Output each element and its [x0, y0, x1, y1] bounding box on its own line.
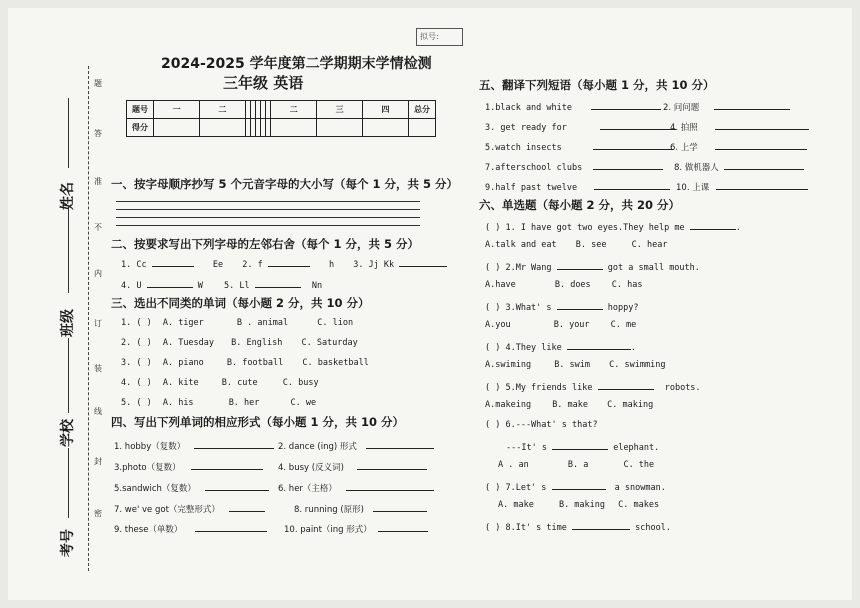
seal-char: 订 [94, 319, 102, 328]
letter-item: Nn [311, 281, 323, 291]
option: B. swim [554, 360, 591, 370]
section5-item [674, 160, 804, 173]
word-prompt: 10. paint（ing 形式） [284, 525, 372, 535]
option-c: C. basketball [302, 358, 369, 368]
option: C. makes [618, 500, 660, 510]
option-c: C. lion [317, 318, 354, 328]
option: C. swimming [609, 360, 666, 370]
answer-blank[interactable] [724, 160, 804, 170]
option: B. does [554, 280, 591, 290]
letter-item: 4. U [121, 281, 142, 291]
answer-blank[interactable] [205, 481, 269, 491]
question-text: robots. [664, 383, 701, 393]
section5-item [670, 140, 807, 153]
option: A.swiming [485, 360, 532, 370]
seal-char: 题 [94, 79, 102, 88]
question-text: got a small mouth. [607, 263, 700, 273]
exam-subtitle: 三年级 英语 [223, 74, 304, 92]
question-text: ( ) 3.What' s [485, 303, 552, 313]
question-6-options [498, 460, 654, 470]
section4-item [278, 481, 434, 494]
exam-title: 2024-2025 学年度第二学期期末学情检测 [161, 56, 432, 72]
letter-item: W [197, 281, 203, 291]
section4-item [284, 522, 428, 535]
word-prompt: 7. we' ve got（完整形式） [114, 505, 220, 515]
answer-blank[interactable] [594, 180, 670, 190]
question-text: ( ) 7.Let' s [485, 483, 547, 493]
word-prompt: 2. dance (ing) 形式 [278, 442, 357, 452]
section5-item [485, 120, 676, 133]
question-7 [485, 480, 666, 493]
score-table [126, 100, 436, 137]
phrase-prompt: 4. 拍照 [670, 123, 698, 133]
binding-dashed-line [88, 66, 89, 571]
letter-item: 2. f [242, 260, 263, 270]
item-number: 2. ( ) [121, 338, 152, 348]
section5-item [676, 180, 808, 193]
section4-item [114, 522, 267, 535]
option: C. the [623, 460, 655, 470]
option: B. a [567, 460, 589, 470]
question-1-options [485, 240, 667, 250]
section5-item [485, 140, 673, 153]
seal-char: 密 [94, 509, 102, 518]
question-text: hoppy? [607, 303, 639, 313]
answer-blank[interactable] [152, 257, 194, 267]
binding-underline-xuexiao [68, 338, 69, 413]
answer-blank[interactable] [557, 260, 603, 270]
answer-blank[interactable] [690, 220, 736, 230]
option-b: B. English [231, 338, 283, 348]
seal-char: 不 [94, 223, 102, 232]
score-input-cell[interactable] [409, 119, 436, 137]
score-cell: 得分 [127, 119, 154, 137]
item-number: 1. ( ) [121, 318, 152, 328]
answer-blank[interactable] [567, 340, 631, 350]
question-text: a snowman. [614, 483, 666, 493]
section2-title: 二、按要求写出下列字母的左邻右舍（每个 1 分，共 5 分） [111, 237, 420, 251]
question-text: school. [635, 523, 671, 533]
question-text: ( ) 4.They like [485, 343, 562, 353]
section5-item [663, 100, 790, 113]
phrase-prompt: 7.afterschool clubs [485, 163, 583, 173]
question-7-options [498, 500, 659, 510]
phrase-prompt: 1.black and white [485, 103, 572, 113]
answer-blank[interactable] [600, 120, 676, 130]
question-4-options [485, 360, 665, 370]
answer-blank[interactable] [195, 522, 267, 532]
option: C. me [610, 320, 637, 330]
option-c: C. we [290, 398, 317, 408]
option-a: A. kite [162, 378, 199, 388]
option-b: B. cute [221, 378, 258, 388]
section4-title: 四、写出下列单词的相应形式（每小题 1 分，共 10 分） [111, 415, 405, 429]
option: A.makeing [485, 400, 532, 410]
section2-row2 [121, 278, 322, 291]
answer-blank[interactable] [715, 120, 809, 130]
letter-item: 5. Ll [223, 281, 250, 291]
section4-item [114, 460, 263, 473]
phrase-prompt: 8. 做机器人 [674, 163, 719, 173]
question-4: ( ) 4.They like . [485, 340, 636, 353]
item-number: 4. ( ) [121, 378, 152, 388]
option-c: C. busy [282, 378, 319, 388]
stamp-label: 拟号: [420, 32, 439, 41]
question-text: ( ) 6.---What' s that? [485, 420, 598, 430]
option: A . an [498, 460, 529, 470]
binding-label-xuexiao: 学校 [60, 419, 76, 447]
question-8 [485, 520, 671, 533]
answer-blank[interactable] [194, 439, 274, 449]
seal-char: 封 [94, 457, 102, 466]
score-input-cell[interactable] [271, 119, 317, 137]
answer-blank[interactable] [399, 257, 447, 267]
item-number: 3. ( ) [121, 358, 152, 368]
seal-char: 线 [94, 407, 102, 416]
section5-item [670, 120, 809, 133]
question-5-options [485, 400, 653, 410]
section4-item [114, 439, 274, 452]
answer-blank[interactable] [552, 440, 608, 450]
section3-item [121, 378, 319, 388]
score-input-cell[interactable] [199, 119, 245, 137]
seal-char: 答 [94, 129, 102, 138]
option-b: B. football [226, 358, 284, 368]
word-prompt: 8. running (原形) [294, 505, 364, 515]
question-6-line2 [506, 440, 659, 453]
question-6 [485, 420, 598, 430]
score-cell: 题号 [127, 101, 154, 119]
phrase-prompt: 10. 上课 [676, 183, 710, 193]
binding-label-banji: 班级 [60, 309, 76, 337]
writing-line [116, 217, 420, 218]
score-cell: 四 [363, 101, 409, 119]
seal-char: 内 [94, 269, 102, 278]
section4-item [278, 439, 434, 452]
option: B. see [575, 240, 607, 250]
letter-item: 1. Cc [121, 260, 147, 270]
option: C. hear [631, 240, 668, 250]
question-1: ( ) 1. I have got two eyes.They help me . [485, 220, 741, 233]
answer-blank[interactable] [357, 460, 427, 470]
section3-item [121, 398, 316, 408]
question-text: ( ) 2.Mr Wang [485, 263, 552, 273]
question-3-options [485, 320, 636, 330]
binding-label-xingming: 姓名 [60, 182, 76, 210]
score-cell: 总分 [409, 101, 436, 119]
answer-blank[interactable] [229, 502, 265, 512]
option: B. making [558, 500, 606, 510]
word-prompt: 6. her（主格） [278, 484, 337, 494]
question-text: ( ) 8.It' s time [485, 523, 567, 533]
option: C. has [611, 280, 643, 290]
word-prompt: 3.photo（复数） [114, 463, 181, 473]
score-input-cell[interactable] [154, 119, 200, 137]
answer-blank[interactable] [714, 100, 790, 110]
section6-title: 六、单选题（每小题 2 分，共 20 分） [479, 198, 681, 212]
word-prompt: 9. these（单数） [114, 525, 183, 535]
option: B. your [553, 320, 590, 330]
section5-item [485, 160, 663, 173]
phrase-prompt: 5.watch insects [485, 143, 562, 153]
score-cell: 三 [317, 101, 363, 119]
section3-item [121, 358, 369, 368]
phrase-prompt: 9.half past twelve [485, 183, 578, 193]
binding-label-kaohao: 考号 [60, 529, 76, 557]
answer-blank[interactable] [557, 300, 603, 310]
answer-blank[interactable] [346, 481, 434, 491]
seal-char: 装 [94, 364, 102, 373]
option-a: A. tiger [162, 318, 204, 328]
score-cell: 二 [271, 101, 317, 119]
answer-blank[interactable] [191, 460, 263, 470]
option-b: B . animal [236, 318, 289, 328]
answer-blank[interactable] [598, 380, 654, 390]
option-a: A. his [162, 398, 194, 408]
question-2-options [485, 280, 643, 290]
word-prompt: 4. busy (反义词) [278, 463, 344, 473]
item-number: 5. ( ) [121, 398, 152, 408]
writing-line [116, 225, 420, 226]
answer-blank[interactable] [255, 278, 301, 288]
letter-item: 3. Jj Kk [353, 260, 395, 270]
option: A.you [485, 320, 511, 330]
binding-underline-kaohao [68, 448, 69, 518]
section5-title: 五、翻译下列短语（每小题 1 分，共 10 分） [479, 78, 715, 92]
section5-item [485, 180, 670, 193]
answer-blank[interactable] [268, 257, 310, 267]
writing-line [116, 201, 420, 202]
score-cell: 二 [199, 101, 245, 119]
answer-blank[interactable] [552, 480, 606, 490]
section3-item [121, 338, 358, 348]
section4-item [114, 502, 265, 515]
letter-item: h [328, 260, 335, 270]
section4-item [278, 460, 427, 473]
answer-blank[interactable] [593, 160, 663, 170]
stamp-box [416, 28, 463, 46]
score-input-cell[interactable] [317, 119, 363, 137]
score-cell: 一 [154, 101, 200, 119]
question-text: ( ) 1. I have got two eyes.They help me [485, 223, 685, 233]
section2-row1 [121, 257, 447, 270]
answer-blank[interactable] [591, 100, 661, 110]
binding-underline-xingming [68, 98, 69, 168]
exam-sheet [8, 8, 852, 600]
section4-item [114, 481, 269, 494]
phrase-prompt: 3. get ready for [485, 123, 567, 133]
answer-blank[interactable] [593, 140, 673, 150]
option-c: C. Saturday [301, 338, 358, 348]
answer-blank[interactable] [373, 502, 427, 512]
section1-title: 一、按字母顺序抄写 5 个元音字母的大小写（每个 1 分，共 5 分） [111, 177, 459, 191]
section5-item [485, 100, 661, 113]
word-prompt: 1. hobby（复数） [114, 442, 186, 452]
word-prompt: 5.sandwich（复数） [114, 484, 196, 494]
option-a: A. piano [162, 358, 204, 368]
section3-title: 三、选出不同类的单词（每小题 2 分，共 10 分） [111, 296, 370, 310]
score-table-header-row [127, 101, 436, 119]
score-table-score-row [127, 119, 436, 137]
option: B. make [552, 400, 589, 410]
phrase-prompt: 6. 上学 [670, 143, 698, 153]
answer-blank[interactable] [147, 278, 193, 288]
question-text: elephant. [613, 443, 660, 453]
option-b: B. her [228, 398, 260, 408]
question-text: ---It' s [506, 443, 547, 453]
option: A.have [485, 280, 516, 290]
option: C. making [607, 400, 654, 410]
option: A.talk and eat [485, 240, 557, 250]
section4-item [294, 502, 427, 515]
section3-item [121, 318, 353, 328]
binding-underline-banji [68, 208, 69, 293]
question-text: ( ) 5.My friends like [485, 383, 593, 393]
answer-blank[interactable] [366, 439, 434, 449]
answer-blank[interactable] [716, 180, 808, 190]
option: A. make [498, 500, 534, 510]
question-3 [485, 300, 639, 313]
answer-blank[interactable] [378, 522, 428, 532]
answer-blank[interactable] [715, 140, 807, 150]
seal-char: 准 [94, 177, 102, 186]
option-a: A. Tuesday [162, 338, 215, 348]
writing-line [116, 209, 420, 210]
score-input-cell[interactable] [363, 119, 409, 137]
question-5 [485, 380, 701, 393]
letter-item: Ee [212, 260, 224, 270]
answer-blank[interactable] [572, 520, 630, 530]
question-2 [485, 260, 700, 273]
phrase-prompt: 2. 问问题 [663, 103, 700, 113]
